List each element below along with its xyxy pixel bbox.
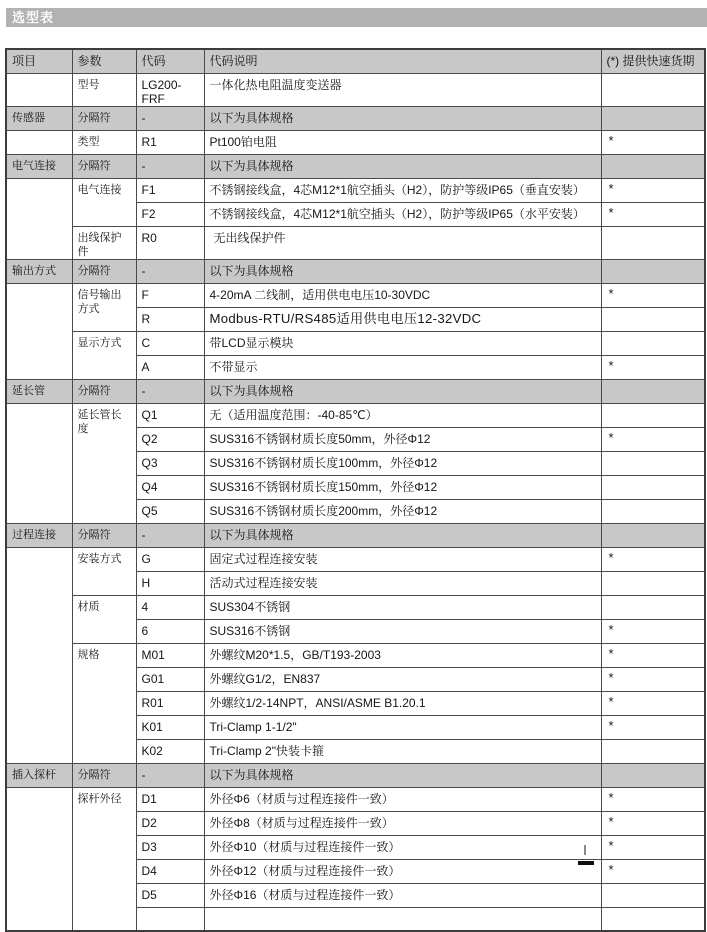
fast-delivery-cell <box>601 595 705 619</box>
description-cell: Tri-Clamp 2"快装卡箍 <box>204 739 601 763</box>
description-cell: 外径Φ6（材质与过程连接件一致） <box>204 787 601 811</box>
fast-delivery-cell <box>601 154 705 178</box>
description-cell: SUS316不锈钢材质长度50mm，外径Φ12 <box>204 427 601 451</box>
fast-delivery-cell <box>601 883 705 907</box>
item-cell <box>6 787 72 931</box>
code-cell: Q3 <box>136 451 204 475</box>
section-title: 选型表 <box>12 10 55 25</box>
code-cell: F1 <box>136 178 204 202</box>
item-cell: 过程连接 <box>6 523 72 547</box>
description-cell: 外径Φ16（材质与过程连接件一致） <box>204 883 601 907</box>
column-header-description: 代码说明 <box>204 49 601 73</box>
fast-delivery-cell: * <box>601 667 705 691</box>
param-cell: 探杆外径 <box>72 787 136 931</box>
fast-delivery-cell: * <box>601 691 705 715</box>
table-row <box>6 226 705 259</box>
fast-delivery-cell: * <box>601 283 705 307</box>
fast-delivery-cell <box>601 907 705 931</box>
fast-delivery-cell: * <box>601 715 705 739</box>
code-cell: G <box>136 547 204 571</box>
description-cell: 以下为具体规格 <box>204 523 601 547</box>
description-cell: SUS316不锈钢 <box>204 619 601 643</box>
item-cell <box>6 403 72 523</box>
description-cell: SUS316不锈钢材质长度100mm，外径Φ12 <box>204 451 601 475</box>
description-cell: 一体化热电阻温度变送器 <box>204 73 601 106</box>
column-header-param: 参数 <box>72 49 136 73</box>
code-cell: R01 <box>136 691 204 715</box>
param-cell: 安装方式 <box>72 547 136 595</box>
param-cell: 型号 <box>72 73 136 106</box>
item-cell: 插入探杆 <box>6 763 72 787</box>
table-row <box>6 130 705 154</box>
header-row <box>6 49 705 73</box>
description-cell: SUS316不锈钢材质长度200mm，外径Φ12 <box>204 499 601 523</box>
fast-delivery-cell <box>601 106 705 130</box>
code-cell: - <box>136 379 204 403</box>
description-cell: 外螺纹1/2-14NPT，ANSI/ASME B1.20.1 <box>204 691 601 715</box>
code-cell: D4 <box>136 859 204 883</box>
description-cell: 以下为具体规格 <box>204 259 601 283</box>
code-cell: - <box>136 154 204 178</box>
code-cell: D2 <box>136 811 204 835</box>
separator-row <box>6 379 705 403</box>
table-row <box>6 595 705 619</box>
code-cell: C <box>136 331 204 355</box>
code-cell: - <box>136 523 204 547</box>
description-cell: 外径Φ8（材质与过程连接件一致） <box>204 811 601 835</box>
fast-delivery-cell <box>601 259 705 283</box>
code-cell: D5 <box>136 883 204 907</box>
item-cell <box>6 130 72 154</box>
code-cell: D1 <box>136 787 204 811</box>
code-cell: D3 <box>136 835 204 859</box>
fast-delivery-cell: * <box>601 178 705 202</box>
code-cell: - <box>136 259 204 283</box>
separator-row <box>6 154 705 178</box>
code-cell: K01 <box>136 715 204 739</box>
item-cell: 电气连接 <box>6 154 72 178</box>
fast-delivery-cell: * <box>601 787 705 811</box>
description-cell: 4-20mA 二线制，适用供电电压10-30VDC <box>204 283 601 307</box>
fast-delivery-cell: * <box>601 811 705 835</box>
code-cell: 4 <box>136 595 204 619</box>
fast-delivery-cell: * <box>601 427 705 451</box>
code-cell: F <box>136 283 204 307</box>
description-cell: Modbus-RTU/RS485适用供电电压12-32VDC <box>204 307 601 331</box>
fast-delivery-cell <box>601 73 705 106</box>
scan-artifact-mark <box>578 861 594 865</box>
param-cell: 电气连接 <box>72 178 136 226</box>
description-cell: 不锈钢接线盒，4芯M12*1航空插头（H2），防护等级IP65（水平安装） <box>204 202 601 226</box>
fast-delivery-cell <box>601 226 705 259</box>
param-cell: 信号输出方式 <box>72 283 136 331</box>
code-cell: A <box>136 355 204 379</box>
item-cell: 延长管 <box>6 379 72 403</box>
item-cell <box>6 73 72 106</box>
code-cell: R1 <box>136 130 204 154</box>
separator-row <box>6 259 705 283</box>
description-cell: 不带显示 <box>204 355 601 379</box>
code-cell: H <box>136 571 204 595</box>
item-cell: 传感器 <box>6 106 72 130</box>
param-cell: 分隔符 <box>72 259 136 283</box>
code-cell: Q1 <box>136 403 204 427</box>
fast-delivery-cell <box>601 451 705 475</box>
code-cell: M01 <box>136 643 204 667</box>
fast-delivery-cell: * <box>601 355 705 379</box>
fast-delivery-cell: * <box>601 859 705 883</box>
code-cell: Q2 <box>136 427 204 451</box>
param-cell: 分隔符 <box>72 523 136 547</box>
table-body <box>6 73 705 931</box>
code-cell: K02 <box>136 739 204 763</box>
description-cell: SUS304不锈钢 <box>204 595 601 619</box>
table-row <box>6 643 705 667</box>
code-cell: R <box>136 307 204 331</box>
code-cell: Q5 <box>136 499 204 523</box>
table-row <box>6 283 705 307</box>
code-cell: G01 <box>136 667 204 691</box>
description-cell: 无（适用温度范围：-40-85℃） <box>204 403 601 427</box>
description-cell: 以下为具体规格 <box>204 763 601 787</box>
description-cell: 无出线保护件 <box>204 226 601 259</box>
param-cell: 材质 <box>72 595 136 643</box>
code-cell: 6 <box>136 619 204 643</box>
fast-delivery-cell: * <box>601 547 705 571</box>
description-cell: 活动式过程连接安装 <box>204 571 601 595</box>
table-row <box>6 787 705 811</box>
table-row <box>6 73 705 106</box>
code-cell: - <box>136 106 204 130</box>
description-cell: 带LCD显示模块 <box>204 331 601 355</box>
column-header-code: 代码 <box>136 49 204 73</box>
description-cell: 以下为具体规格 <box>204 106 601 130</box>
param-cell: 分隔符 <box>72 379 136 403</box>
fast-delivery-cell <box>601 739 705 763</box>
fast-delivery-cell: * <box>601 619 705 643</box>
fast-delivery-cell: * <box>601 130 705 154</box>
table-head <box>6 49 705 73</box>
fast-delivery-cell <box>601 331 705 355</box>
column-header-item: 项目 <box>6 49 72 73</box>
param-cell: 出线保护件 <box>72 226 136 259</box>
description-cell <box>204 907 601 931</box>
item-cell <box>6 547 72 763</box>
description-cell: 外螺纹G1/2，EN837 <box>204 667 601 691</box>
param-cell: 延长管长度 <box>72 403 136 523</box>
fast-delivery-cell <box>601 403 705 427</box>
code-cell: LG200-FRF <box>136 73 204 106</box>
section-title-bar <box>6 8 707 27</box>
description-cell: Tri-Clamp 1-1/2" <box>204 715 601 739</box>
param-cell: 规格 <box>72 643 136 763</box>
fast-delivery-cell <box>601 571 705 595</box>
fast-delivery-cell <box>601 523 705 547</box>
description-cell: 不锈钢接线盒，4芯M12*1航空插头（H2），防护等级IP65（垂直安装） <box>204 178 601 202</box>
code-cell <box>136 907 204 931</box>
fast-delivery-cell: * <box>601 643 705 667</box>
column-header-fast-delivery: (*) 提供快速货期 <box>601 49 705 73</box>
table-row <box>6 403 705 427</box>
item-cell <box>6 283 72 379</box>
param-cell: 分隔符 <box>72 154 136 178</box>
description-cell: 固定式过程连接安装 <box>204 547 601 571</box>
fast-delivery-cell <box>601 307 705 331</box>
fast-delivery-cell <box>601 499 705 523</box>
separator-row <box>6 763 705 787</box>
item-cell: 输出方式 <box>6 259 72 283</box>
param-cell: 显示方式 <box>72 331 136 379</box>
code-cell: F2 <box>136 202 204 226</box>
param-cell: 类型 <box>72 130 136 154</box>
description-cell: SUS316不锈钢材质长度150mm，外径Φ12 <box>204 475 601 499</box>
description-cell: 外螺纹M20*1.5，GB/T193-2003 <box>204 643 601 667</box>
fast-delivery-cell: * <box>601 835 705 859</box>
param-cell: 分隔符 <box>72 106 136 130</box>
fast-delivery-cell: * <box>601 202 705 226</box>
description-cell: 以下为具体规格 <box>204 379 601 403</box>
description-cell: Pt100铂电阻 <box>204 130 601 154</box>
fast-delivery-cell <box>601 475 705 499</box>
param-cell: 分隔符 <box>72 763 136 787</box>
table-row <box>6 178 705 202</box>
item-cell <box>6 178 72 259</box>
code-cell: Q4 <box>136 475 204 499</box>
scan-artifact-gap <box>550 862 565 865</box>
selection-table <box>5 48 706 932</box>
fast-delivery-cell <box>601 379 705 403</box>
description-cell: 外径Φ10（材质与过程连接件一致） <box>204 835 601 859</box>
separator-row <box>6 523 705 547</box>
table-row <box>6 331 705 355</box>
table-row <box>6 547 705 571</box>
code-cell: R0 <box>136 226 204 259</box>
description-cell: 以下为具体规格 <box>204 154 601 178</box>
description-cell: 外径Φ12（材质与过程连接件一致） <box>204 859 601 883</box>
code-cell: - <box>136 763 204 787</box>
fast-delivery-cell <box>601 763 705 787</box>
scan-artifact-dash <box>584 845 586 855</box>
separator-row <box>6 106 705 130</box>
